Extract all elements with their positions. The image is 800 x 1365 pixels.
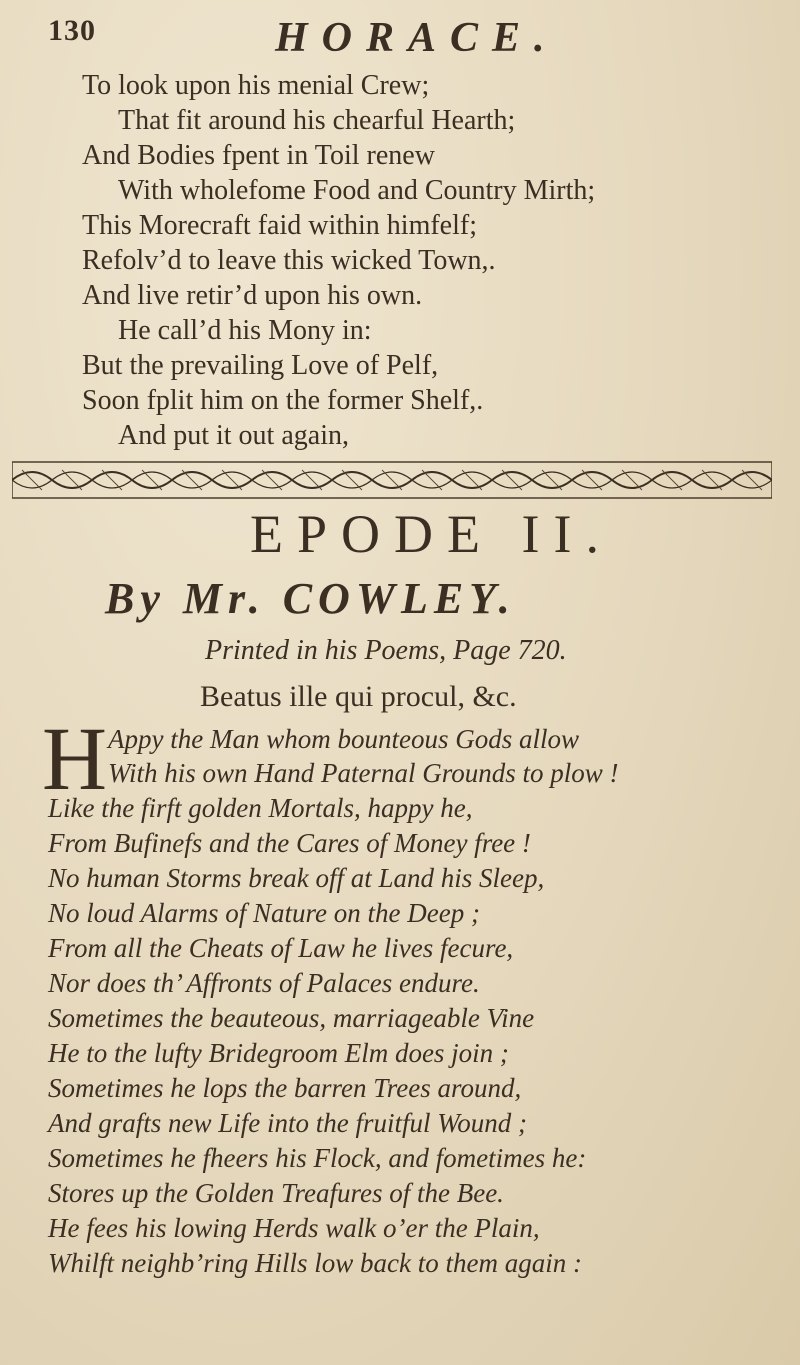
running-header bbox=[40, 8, 760, 68]
author-line: By Mr. COWLEY. bbox=[105, 574, 516, 623]
verse-line: Soon fplit him on the former Shelf,. bbox=[82, 385, 484, 416]
verse-line: He fees his lowing Herds walk o’er the Plain, bbox=[48, 1213, 540, 1243]
verse-line: Stores up the Golden Treafures of the Bee. bbox=[48, 1178, 504, 1208]
verse-line: From all the Cheats of Law he lives fecure, bbox=[48, 933, 514, 963]
drop-cap: H bbox=[42, 710, 107, 809]
verse-line: But the prevailing Love of Pelf, bbox=[82, 350, 439, 381]
verse-line: Refolv’d to leave this wicked Town,. bbox=[82, 245, 496, 276]
verse-line: Sometimes he lops the barren Trees around, bbox=[48, 1073, 522, 1103]
verse-line: That fit around his chearful Hearth; bbox=[118, 105, 516, 136]
verse-line: Nor does th’ Affronts of Palaces endure. bbox=[48, 968, 480, 998]
running-title: HORACE. bbox=[275, 15, 559, 61]
verse-line: And Bodies fpent in Toil renew bbox=[82, 140, 435, 171]
printed-note: Printed in his Poems, Page 720. bbox=[205, 635, 567, 666]
page-number: 130 bbox=[48, 14, 96, 47]
latin-incipit: Beatus ille qui procul, &c. bbox=[200, 680, 517, 713]
verse-line: Sometimes the beauteous, marriageable Vine bbox=[48, 1003, 535, 1033]
verse-line: Whilft neighb’ring Hills low back to them again : bbox=[48, 1248, 582, 1278]
verse-line: And grafts new Life into the fruitful Wound ; bbox=[48, 1108, 528, 1138]
verse-line: From Bufinefs and the Cares of Money free ! bbox=[48, 828, 531, 858]
verse-line: Appy the Man whom bounteous Gods allow bbox=[108, 724, 579, 754]
verse-line: With his own Hand Paternal Grounds to plow ! bbox=[108, 758, 619, 788]
verse-line: Like the firft golden Mortals, happy he, bbox=[48, 793, 473, 823]
verse-line: No human Storms break off at Land his Sleep, bbox=[48, 863, 545, 893]
verse-line: He call’d his Mony in: bbox=[118, 315, 372, 346]
verse-line: To look upon his menial Crew; bbox=[82, 70, 430, 101]
verse-line: He to the lufty Bridegroom Elm does join ; bbox=[48, 1038, 509, 1068]
verse-line: Sometimes he fheers his Flock, and fometimes he: bbox=[48, 1143, 587, 1173]
verse-line: No loud Alarms of Nature on the Deep ; bbox=[48, 898, 480, 928]
section-title: EPODE II. bbox=[250, 504, 613, 564]
verse-line: And live retir’d upon his own. bbox=[82, 280, 423, 311]
verse-line: With wholefome Food and Country Mirth; bbox=[118, 175, 596, 206]
ornament-band bbox=[12, 460, 772, 500]
verse-line: This Morecraft faid within himfelf; bbox=[82, 210, 477, 241]
verse-line: And put it out again, bbox=[118, 420, 349, 451]
